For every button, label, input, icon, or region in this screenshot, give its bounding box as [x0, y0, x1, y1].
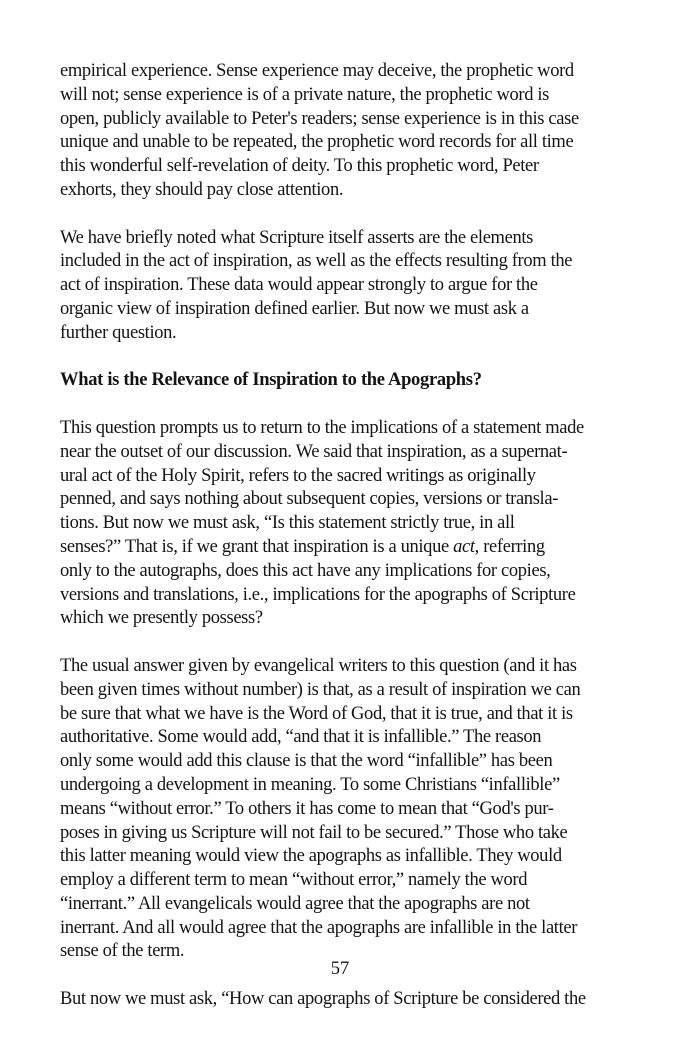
text-run: senses?” That is, if we grant that inspiration is a unique: [60, 536, 454, 557]
text-line: included in the act of inspiration, as well as the effects resulting from the: [60, 251, 573, 272]
text-line: inerrant. And all would agree that the apographs are infallible in the latter: [60, 917, 578, 938]
text-line: been given times without number) is that, as a result of inspiration we can: [60, 679, 581, 700]
text-line: unique and unable to be repeated, the prophetic word records for all time: [60, 132, 574, 153]
text-line: only some would add this clause is that the word “infallible” has been: [60, 751, 553, 772]
paragraph-elements-of-inspiration: [60, 227, 620, 346]
text-line: tions. But now we must ask, “Is this statement strictly true, in all: [60, 513, 515, 534]
paragraph-prophetic-word: [60, 60, 620, 203]
text-line: near the outset of our discussion. We said that inspiration, as a supernat-: [60, 441, 568, 462]
text-run: , referring: [474, 536, 545, 557]
paragraph-apographs-question: [60, 988, 620, 1012]
text-line: But now we must ask, “How can apographs of Scripture be considered the: [60, 989, 586, 1010]
text-line: further question.: [60, 322, 177, 343]
text-line: exhorts, they should pay close attention.: [60, 179, 344, 200]
paragraph-usual-answer: [60, 655, 620, 964]
text-line: be sure that what we have is the Word of God, that it is true, and that it is: [60, 703, 573, 724]
paragraph-relevance-question: [60, 417, 620, 631]
italic-emphasis: act: [453, 536, 475, 557]
paragraph-spacer: [60, 203, 620, 227]
text-line: employ a different term to mean “without error,” namely the word: [60, 870, 528, 891]
text-line: penned, and says nothing about subsequent copies, versions or transla-: [60, 489, 559, 510]
text-line: This question prompts us to return to the implications of a statement made: [60, 417, 584, 438]
text-line: means “without error.” To others it has come to mean that “God's pur-: [60, 798, 554, 819]
text-line: this wonderful self-revelation of deity. To this prophetic word, Peter: [60, 156, 539, 177]
paragraph-spacer: [60, 631, 620, 655]
text-line: organic view of inspiration defined earlier. But now we must ask a: [60, 298, 529, 319]
text-line: [60, 536, 620, 560]
paragraph-spacer: [60, 346, 620, 370]
text-line: “inerrant.” All evangelicals would agree that the apographs are not: [60, 893, 530, 914]
text-line: ural act of the Holy Spirit, refers to the sacred writings as originally: [60, 465, 536, 486]
text-line: The usual answer given by evangelical writers to this question (and it has: [60, 655, 577, 676]
text-line: sense of the term.: [60, 941, 185, 962]
text-line: undergoing a development in meaning. To some Christians “infallible”: [60, 774, 560, 795]
text-line: this latter meaning would view the apographs as infallible. They would: [60, 846, 562, 867]
text-line: We have briefly noted what Scripture itself asserts are the elements: [60, 227, 533, 248]
text-line: open, publicly available to Peter's readers; sense experience is in this case: [60, 108, 579, 129]
text-line: empirical experience. Sense experience may deceive, the prophetic word: [60, 61, 574, 81]
text-line: will not; sense experience is of a private nature, the prophetic word is: [60, 84, 550, 105]
page-body: [60, 60, 620, 1012]
text-line: versions and translations, i.e., implications for the apographs of Scripture: [60, 584, 576, 605]
section-heading: What is the Relevance of Inspiration to the Apographs?: [60, 370, 482, 391]
text-line: which we presently possess?: [60, 608, 263, 629]
text-line: authoritative. Some would add, “and that it is infallible.” The reason: [60, 727, 542, 748]
text-line: only to the autographs, does this act have any implications for copies,: [60, 560, 551, 581]
page-number: 57: [330, 959, 350, 979]
text-line: poses in giving us Scripture will not fail to be secured.” Those who take: [60, 822, 568, 843]
paragraph-spacer: [60, 393, 620, 417]
text-line: act of inspiration. These data would appear strongly to argue for the: [60, 275, 538, 296]
